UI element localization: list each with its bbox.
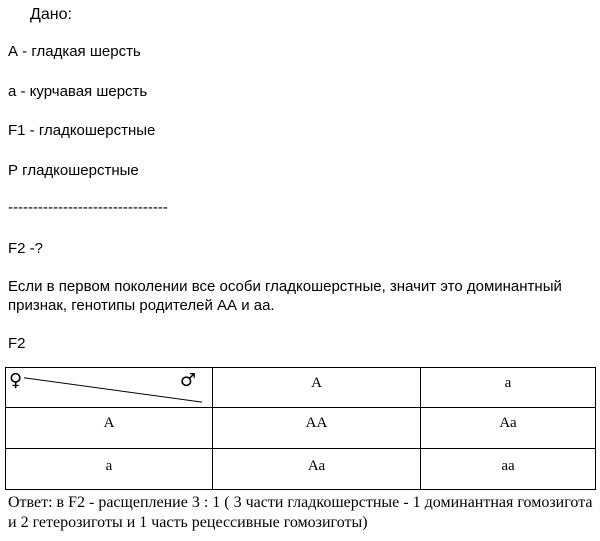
male-gamete-header: а bbox=[421, 368, 596, 408]
genotype-cell: Аа bbox=[213, 449, 421, 490]
punnett-row bbox=[6, 408, 596, 449]
genotype-cell: АА bbox=[213, 408, 421, 449]
given-heading: Дано: bbox=[30, 6, 72, 23]
punnett-row bbox=[6, 449, 596, 490]
answer-paragraph: Ответ: в F2 - расщепление 3 : 1 ( 3 части гладкошерстные - 1 доминантная гомозигота и 2 гетерозиготы и 1 часть рецессивные гомозиготы) bbox=[8, 494, 593, 531]
female-gamete-header: а bbox=[6, 449, 213, 490]
given-line-recessive-allele: а - курчавая шерсть bbox=[8, 83, 148, 100]
male-gamete-header: А bbox=[213, 368, 421, 408]
female-symbol-icon: ♀ bbox=[9, 370, 23, 391]
female-gamete-header: А bbox=[6, 408, 213, 449]
punnett-square bbox=[5, 367, 596, 490]
given-line-f1: F1 - гладкошерстные bbox=[8, 122, 156, 139]
given-separator: -------------------------------- bbox=[8, 199, 168, 216]
given-line-dominant-allele: А - гладкая шерсть bbox=[8, 43, 141, 60]
punnett-header-row bbox=[6, 368, 596, 408]
genotype-cell: Аа bbox=[421, 408, 596, 449]
explanation-paragraph: Если в первом поколении все особи гладкошерстные, значит это доминантный признак, генотипы родителей АА и аа. bbox=[8, 278, 562, 314]
given-question: F2 -? bbox=[8, 240, 44, 257]
given-line-parents: Р гладкошерстные bbox=[8, 162, 139, 179]
punnett-corner-cell bbox=[6, 368, 213, 408]
f2-label: F2 bbox=[8, 335, 26, 352]
genotype-cell: аа bbox=[421, 449, 596, 490]
male-symbol-icon: ♂ bbox=[179, 370, 196, 391]
